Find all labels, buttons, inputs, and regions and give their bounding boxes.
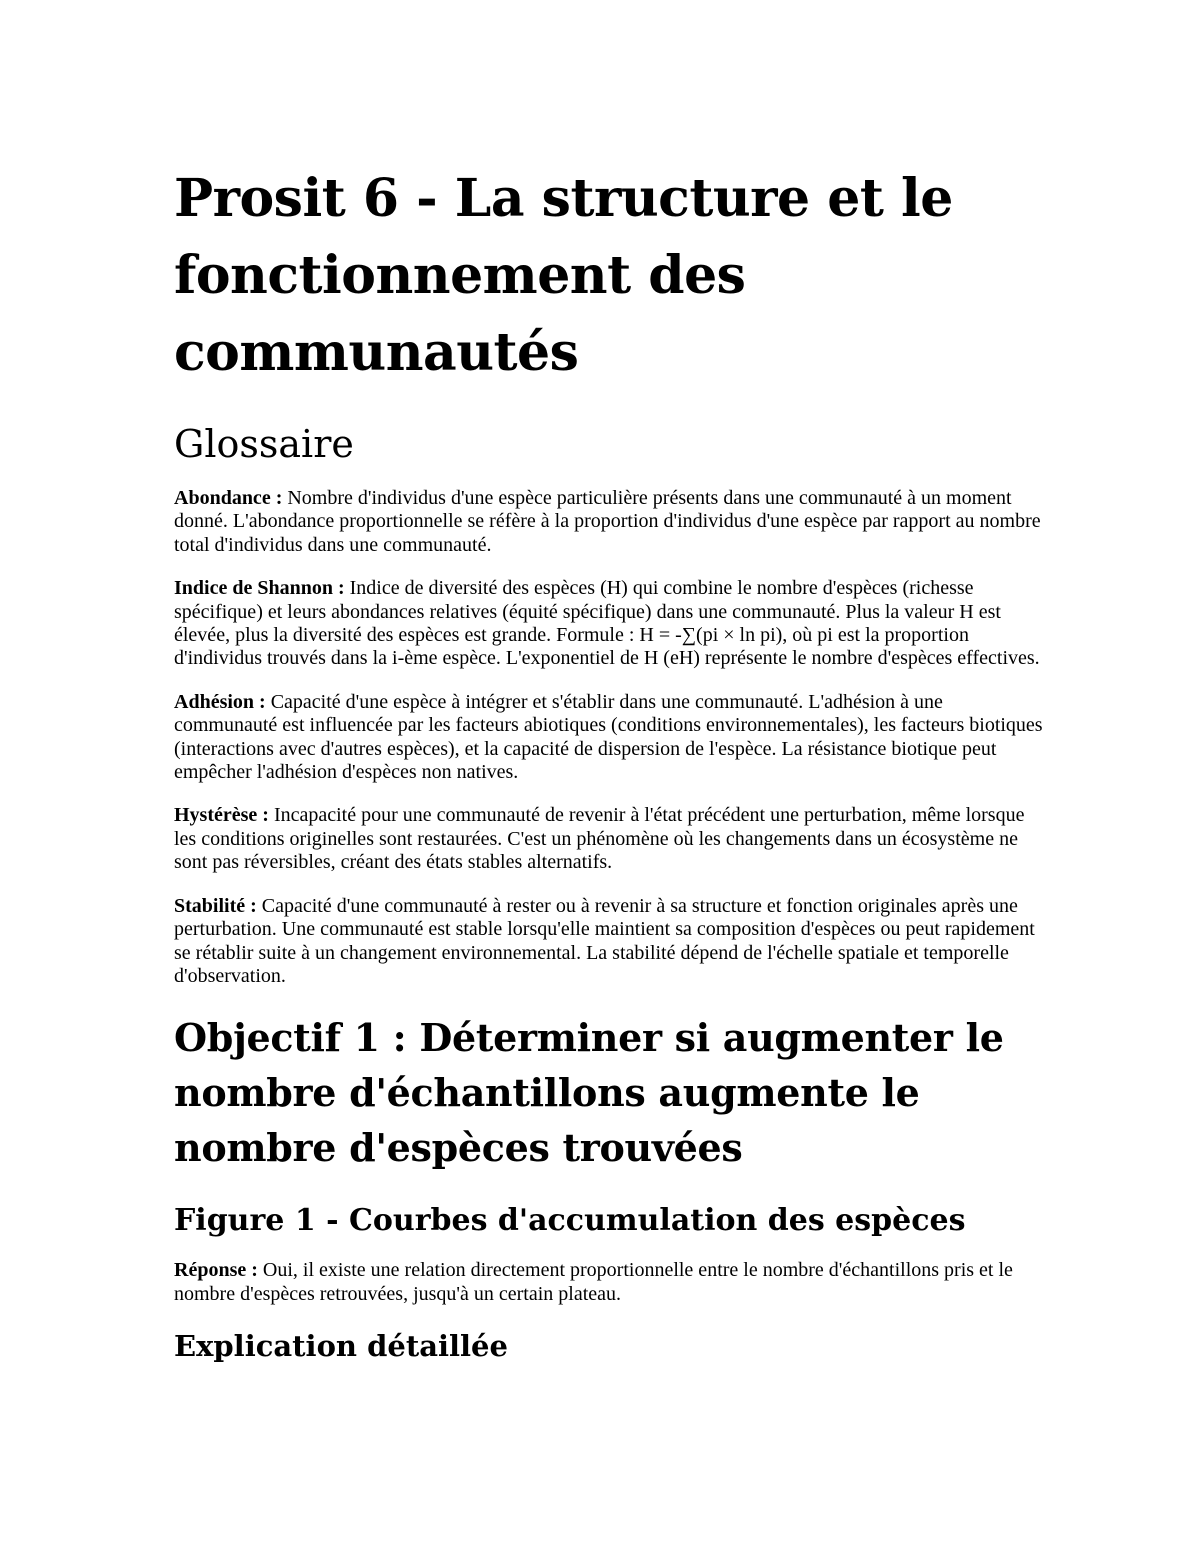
glossary-entry-adhesion xyxy=(174,691,1044,785)
glossary-heading: Glossaire xyxy=(174,422,354,466)
figure-1-heading: Figure 1 - Courbes d'accumulation des espèces xyxy=(174,1203,966,1239)
answer-paragraph xyxy=(174,1259,1044,1306)
answer-text: Oui, il existe une relation directement proportionnelle entre le nombre d'échantillons pris et le nombre d'espèces retrouvées, jusqu'à un certain plateau. xyxy=(174,1259,1013,1305)
objective-1-heading: Objectif 1 : Déterminer si augmenter le nombre d'échantillons augmente le nombre d'espèces trouvées xyxy=(174,1015,1004,1171)
explanation-heading: Explication détaillée xyxy=(174,1329,508,1364)
glossary-definition: Capacité d'une communauté à rester ou à revenir à sa structure et fonction originales après une perturbation. Une communauté est stable lorsqu'elle maintient sa composition d'espèces ou peut rapidement se rétablir suite à un changement environnemental. La stabilité dépend de l'échelle spatiale et temporelle d'observation. xyxy=(174,894,1035,987)
glossary-entry-shannon xyxy=(174,577,1044,671)
glossary-definition: Incapacité pour une communauté de revenir à l'état précédent une perturbation, même lorsque les conditions originelles sont restaurées. C'est un phénomène où les changements dans un écosystème ne sont pas réversibles, créant des états stables alternatifs. xyxy=(174,804,1025,874)
glossary-definition: Indice de diversité des espèces (H) qui combine le nombre d'espèces (richesse spécifique) et leurs abondances relatives (équité spécifique) dans une communauté. Plus la valeur H est élevée, plus la diversité des espèces est grande. Formule : H = -∑(pi × ln pi), où pi est la proportion d'individus trouvés dans la i-ème espèce. L'exponentiel de H (eH) représente le nombre d'espèces effectives. xyxy=(174,577,1040,670)
glossary-definition: Capacité d'une espèce à intégrer et s'établir dans une communauté. L'adhésion à une communauté est influencée par les facteurs abiotiques (conditions environnementales), les facteurs biotiques (interactions avec d'autres espèces), et la capacité de dispersion de l'espèce. La résistance biotique peut empêcher l'adhésion d'espèces non natives. xyxy=(174,690,1043,784)
glossary-definition: Nombre d'individus d'une espèce particulière présents dans une communauté à un moment donné. L'abondance proportionnelle se réfère à la proportion d'individus d'une espèce par rapport au nombre total d'individus dans une communauté. xyxy=(174,487,1041,556)
answer-label: Réponse : xyxy=(174,1259,258,1282)
document-title: Prosit 6 - La structure et le fonctionnement des communautés xyxy=(174,168,953,383)
glossary-term: Adhésion : xyxy=(174,690,266,713)
document-page xyxy=(174,160,1044,1366)
glossary-entry-hysterese xyxy=(174,804,1044,874)
glossary-entry-stabilite xyxy=(174,895,1044,989)
glossary-term: Stabilité : xyxy=(174,894,257,917)
glossary-term: Abondance : xyxy=(174,487,283,509)
glossary-entry-abondance xyxy=(174,487,1044,557)
glossary-term: Hystérèse : xyxy=(174,804,269,827)
glossary-term: Indice de Shannon : xyxy=(174,577,345,600)
